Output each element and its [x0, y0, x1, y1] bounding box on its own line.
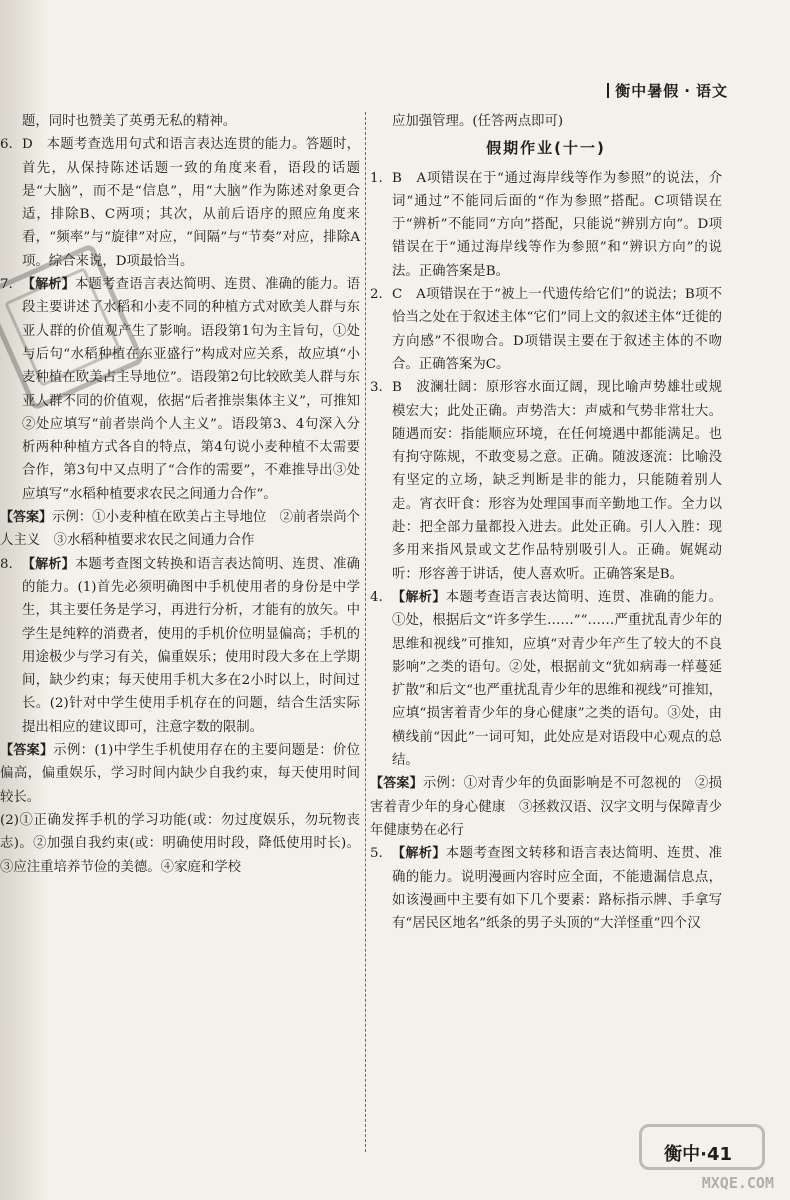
header-sep: ·: [684, 82, 691, 100]
right-column: [370, 110, 722, 935]
watermark-logo-icon: [639, 1124, 765, 1170]
answer-8: [0, 553, 360, 739]
answer-r5: [370, 842, 722, 935]
answer-r4-analysis-tag: 【解析】: [392, 589, 446, 605]
answer-7-analysis-tag: 【解析】: [22, 277, 75, 293]
answer-8-analysis-tag: 【解析】: [22, 556, 75, 572]
answer-8-answer-1-text: 示例：(1)中学生手机使用存在的主要问题是：价位偏高，偏重娱乐，学习时间内缺少自我约束，每天使用时间较长。: [0, 743, 360, 805]
left-continuation: 题，同时也赞美了英勇无私的精神。: [22, 114, 237, 129]
answer-r5-analysis: 本题考查图文转移和语言表达简明、连贯、准确的能力。说明漫画内容时应全面，不能遗漏信息点，如该漫画中主要有如下几个要素：路标指示牌、手拿写有“居民区地名”纸条的男子头顶的“大洋怪重”四个汉: [392, 846, 722, 932]
answer-r2-number: 2.: [370, 287, 383, 303]
header-series: 衡中暑假: [615, 82, 680, 100]
answer-8-analysis: 本题考查图文转换和语言表达简明、连贯、准确的能力。(1)首先必须明确图中手机使用者的身份是中学生，其主要任务是学习，再进行分析，才能有的放矢。中学生是纯粹的消费者，使用的手机价位明显偏高；手机的用途极少与学习有关，偏重娱乐；使用时段大多在上学期间，缺少约束；每天使用手机大多在2小时以上，时间过长。(2)针对中学生使用手机存在的问题，结合生活实际提出相应的建议即可，注意字数的限制。: [22, 556, 360, 735]
answer-7-answer: [0, 506, 360, 553]
header-subject: 语文: [695, 82, 728, 100]
answer-r4-answer: [370, 772, 722, 842]
answer-r4-answer-text: 示例：①对青少年的负面影响是不可忽视的 ②损害着青少年的身心健康 ③拯救汉语、汉字文明与保障青少年健康势在必行: [370, 776, 722, 838]
page-header: [607, 80, 728, 101]
answer-r2: [370, 283, 722, 376]
answer-8-answer-tag: 【答案】: [0, 743, 54, 759]
answer-6-number: 6.: [0, 137, 13, 153]
site-watermark: [639, 1122, 774, 1192]
answer-8-number: 8.: [0, 556, 13, 572]
answer-r4-analysis: 本题考查语言表达简明、连贯、准确的能力。①处，根据后文“许多学生……”“……严重扰乱青少年的思维和视线”可推知，应填“对青少年产生了较大的不良影响”之类的语句。②处，根据前文“犹如病毒一样蔓延扩散”和后文“也严重扰乱青少年的思维和视线”可推知，应填“损害着青少年的身心健康”之类的语句。③处，由横线前“因此”一词可知，此处应是对语段中心观点的总结。: [392, 589, 722, 769]
header-bar: [607, 83, 609, 98]
column-divider: [365, 112, 367, 1152]
answer-r3-number: 3.: [370, 380, 383, 396]
answer-7-analysis: 本题考查语言表达简明、连贯、准确的能力。语段主要讲述了水稻和小麦不同的种植方式对欧美人群与东亚人群的价值观产生了影响。语段第1句为主旨句，①处与后句“水稻种植在东亚盛行”构成对应关系，故应填“小麦种植在欧美占主导地位”。语段第2句比较欧美人群与东亚人群不同的价值观，依据“后者推崇集体主义”，可推知②处应填写“前者崇尚个人主义”。语段第3、4句深入分析两种种植方式各自的特点，第4句说小麦种植不太需要合作，第3句中又点明了“合作的需要”，不难推导出③处应填写“水稻种植要求农民之间通力合作”。: [22, 277, 360, 502]
section-title: 假期作业(十一): [486, 139, 606, 158]
answer-r2-text: C A项错误在于“被上一代遗传给它们”的说法；B项不恰当之处在于叙述主体“它们”同上文的叙述主体“迁徙的方向感”不很吻合。D项错误主要在于叙述主体的不吻合。正确答案为C。: [392, 287, 722, 372]
answer-r5-analysis-tag: 【解析】: [392, 846, 446, 862]
left-column: [0, 110, 360, 879]
answer-r4: [370, 586, 722, 772]
answer-r1-text: B A项错误在于“通过海岸线等作为参照”的说法，介词“通过”不能同后面的“作为参照”搭配。C项错误在于“辨析”不能同“方向”搭配，只能说“辨别方向”。D项错误在于“通过海岸线等作为参照”和“辨识方向”的说法。正确答案是B。: [392, 170, 722, 279]
watermark-url: MXQE.COM: [701, 1174, 774, 1192]
answer-7-answer-tag: 【答案】: [0, 510, 53, 526]
answer-6-text: D 本题考查选用句式和语言表达连贯的能力。答题时，首先，从保持陈述话题一致的角度来看，语段的话题是“大脑”，而不是“信息”，用“大脑”作为陈述对象更合适，排除B、C两项；其次，从前后语序的照应角度来看，“频率”与“旋律”对应，“间隔”与“节奏”对应，排除A项。综合来说，D项最恰当。: [22, 137, 360, 269]
answer-r4-number: 4.: [370, 589, 383, 605]
library-stamp-inner: [4, 267, 122, 387]
answer-7-number: 7.: [0, 277, 13, 293]
answer-r3-text: B 波澜壮阔：原形容水面辽阔，现比喻声势雄壮或规模宏大；此处正确。声势浩大：声威和气势非常壮大。随遇而安：指能顺应环境，在任何境遇中都能满足。也有拘守陈规，不敢变易之意。正确。随波逐流：比喻没有坚定的立场，缺乏判断是非的能力，只能随着别人走。宵衣旰食：形容为处理国事而辛勤地工作。全力以赴：把全部力量都投入进去。此处正确。引人入胜：现多用来指风景或文艺作品特别吸引人。正确。娓娓动听：形容善于讲话，使人喜欢听。正确答案是B。: [392, 380, 722, 582]
footer-label: 衡中·: [664, 1144, 707, 1165]
answer-6: [0, 133, 360, 273]
right-continuation: 应加强管理。(任答两点即可): [392, 114, 564, 129]
answer-7-answer-text: 示例：①小麦种植在欧美占主导地位 ②前者崇尚个人主义 ③水稻种植要求农民之间通力合作: [0, 510, 360, 549]
answer-8-answer-1: [0, 739, 360, 809]
answer-8-answer-2: (2)①正确发挥手机的学习功能(或：勿过度娱乐，勿玩物丧志)。②加强自我约束(或：明确使用时段，降低使用时长)。③应注重培养节俭的美德。④家庭和学校: [0, 812, 360, 875]
answer-r4-answer-tag: 【答案】: [370, 776, 423, 792]
answer-r1-number: 1.: [370, 170, 383, 186]
answer-r1: [370, 167, 722, 283]
answer-r3: [370, 376, 722, 586]
page-number: 41: [706, 1144, 732, 1165]
answer-r5-number: 5.: [370, 846, 383, 862]
